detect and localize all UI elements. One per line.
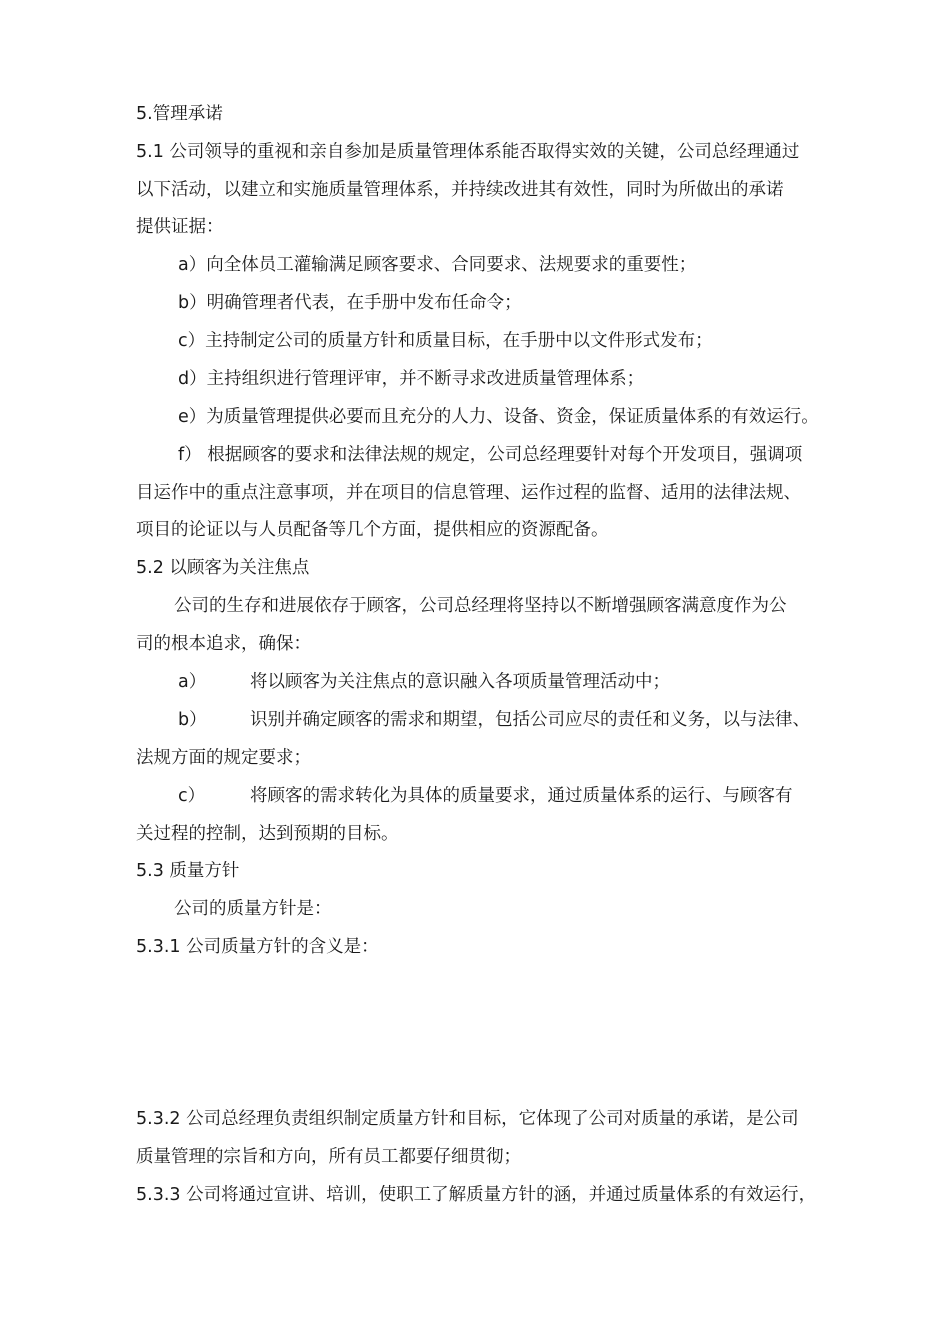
customer-item-a [178, 671, 670, 693]
customer-item-a-label: a） [178, 672, 207, 692]
customer-item-c-continuation: 关过程的控制，达到预期的目标。 [136, 824, 399, 844]
customer-item-b-label: b） [178, 710, 207, 730]
section-5-2-intro-line-1: 公司的生存和进展依存于顾客，公司总经理将坚持以不断增强顾客满意度作为公 [174, 596, 787, 616]
section-5-3-title: 5.3 质量方针 [136, 861, 240, 881]
list-item-d: d）主持组织进行管理评审，并不断寻求改进质量管理体系； [178, 369, 645, 389]
customer-item-b-text: 识别并确定顾客的需求和期望，包括公司应尽的责任和义务，以与法律、 [250, 710, 810, 730]
section-5-3-1: 5.3.1 公司质量方针的含义是： [136, 937, 379, 957]
list-item-f-line-3: 项目的论证以与人员配备等几个方面，提供相应的资源配备。 [136, 520, 609, 540]
section-5-3-2-line-1: 5.3.2 公司总经理负责组织制定质量方针和目标，它体现了公司对质量的承诺，是公司 [136, 1109, 799, 1129]
customer-item-b-continuation: 法规方面的规定要求； [136, 748, 311, 768]
customer-item-c-text: 将顾客的需求转化为具体的质量要求，通过质量体系的运行、与顾客有 [250, 786, 793, 806]
section-5-3-intro: 公司的质量方针是： [174, 899, 332, 919]
section-5-1-line-2: 以下活动，以建立和实施质量管理体系，并持续改进其有效性，同时为所做出的承诺 [136, 180, 784, 200]
customer-item-c-label: c） [178, 786, 206, 806]
section-5-title: 5.管理承诺 [136, 104, 223, 124]
customer-item-b [178, 709, 810, 731]
list-item-f-line-2: 目运作中的重点注意事项，并在项目的信息管理、运作过程的监督、适用的法律法规、 [136, 483, 801, 503]
section-5-3-2-line-2: 质量管理的宗旨和方向，所有员工都要仔细贯彻； [136, 1147, 521, 1167]
section-5-2-title: 5.2 以顾客为关注焦点 [136, 558, 310, 578]
section-5-3-3: 5.3.3 公司将通过宣讲、培训，使职工了解质量方针的涵，并通过质量体系的有效运行， [136, 1185, 817, 1205]
section-5-1-line-1: 5.1 公司领导的重视和亲自参加是质量管理体系能否取得实效的关键，公司总经理通过 [136, 142, 800, 162]
list-item-c: c）主持制定公司的质量方针和质量目标，在手册中以文件形式发布； [178, 331, 713, 351]
customer-item-a-text: 将以顾客为关注焦点的意识融入各项质量管理活动中； [250, 672, 670, 692]
section-5-2-intro-line-2: 司的根本追求，确保： [136, 634, 311, 654]
list-item-a: a）向全体员工灌输满足顾客要求、合同要求、法规要求的重要性； [178, 255, 697, 275]
list-item-e: e）为质量管理提供必要而且充分的人力、设备、资金，保证质量体系的有效运行。 [178, 407, 819, 427]
list-item-b: b）明确管理者代表，在手册中发布任命令； [178, 293, 522, 313]
list-item-f-line-1: f） 根据顾客的要求和法律法规的规定，公司总经理要针对每个开发项目，强调项 [178, 445, 803, 465]
customer-item-c [178, 785, 793, 807]
section-5-1-line-3: 提供证据： [136, 217, 224, 237]
